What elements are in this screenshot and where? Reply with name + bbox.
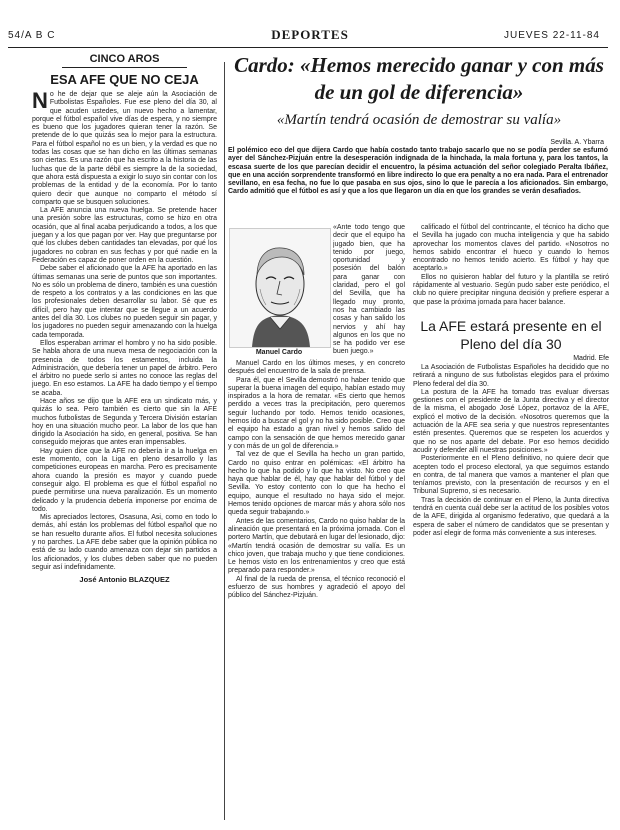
main-article-right-column	[413, 224, 609, 538]
main-headline: Cardo: «Hemos merecido ganar y con más de un gol de diferencia»	[234, 53, 604, 104]
main-lead: El polémico eco del que dijera Cardo que había costado tanto trabajo sacarlo que no se podía perder se esfumó ayer del Sánchez-Pizjuán entre la desesperación indignada de la hinchada, la mala fortuna y, para los tantos, la escasa suerte de los que parecían decidir el encuentro, la pésima actuación del señor colegiado Peralta Ibáñez, que en una acción sorprendente transformó en libre indirecto lo que era penalty a no era nada. Para el entrenador sevillano, en esa fecha, no fue lo que pasaba en sus ojos, sino lo que le parecía a los aficionados. Sin embargo, Cardo admitió que el fútbol es así y que a los que llegaron un día en que los grandes se verán desafiados.	[228, 147, 608, 196]
photo-caption: Manuel Cardo	[255, 349, 303, 356]
page-header	[0, 24, 620, 46]
left-body: No he de dejar que se aleje aún la Asociación de Futbolistas Españoles. Fue ese pleno del día 30, al que acuden ustedes, un nuevo hecho a lamentar, porque el fútbol español vive días de espera, y no siempre es bueno que los jugadores quieran tener la razón. Se pretende de lo que quizás sea lo mejor para la estructura. Para el fútbol español no es un bien, y la verdad es que no todas las cosas que se han dicho en las últimas semanas son ciertas. Es una razón que ha escrito a la historia de las luchas que de la parte débil es siempre la de la sociedad, que ahora está dispuesta a exigir lo suyo sin contar con los problemas de la entidad y de la economía. Por lo tanto quiero decir que aunque no comparto el método sí comparto que se busquen soluciones. La AFE anuncia una nueva huelga. Se pretende hacer una presión sobre las estructuras, como se hizo en otra ocasión, que al final acaba perjudicando a todos, a los que juegan y a los que pagan por ver. Hay que preguntarse por qué los clubes deben cantidades tan elevadas, por qué los jugadores no cobran en sus fechas y por qué nadie en la Federación es capaz de poner orden en la cuestión. Debe saber el aficionado que la AFE ha aportado en las últimas semanas una serie de puntos que son importantes. No es sólo un problema de dinero, también es una cuestión de respeto a los contratos y a las condiciones en las que los profesionales deben desarrollar su labor. Sé que es difícil, pero hay que intentar que se llegue a un acuerdo antes del día 30. Los clubes no pueden seguir sin pagar, y los jugadores no pueden seguir amenazando con la huelga cada temporada. Ellos esperaban arrimar el hombro y no ha sido posible. Se habla ahora de una nueva mesa de negociación con la presencia de todos los estamentos, incluida la Administración, que debería tener un papel de árbitro. Pero el árbitro no puede serlo si antes no conoce las reglas del juego. En eso estamos. La AFE ha dado tiempo y el tiempo se acaba. Hace años se dijo que la AFE era un sindicato más, y quizás lo sea. Pero también es cierto que sin la AFE muchos futbolistas de Segunda y Tercera División estarían hoy en una situación mucho peor. La labor de los que han dirigido la Asociación ha sido, en general, positiva. Se han conseguido mejoras que antes eran impensables. Hay quien dice que la AFE no debería ir a la huelga en este momento, con la Liga en pleno desarrollo y las competiciones europeas en marcha. Pero es precisamente ahora cuando la presión es mayor y cuando puede conseguir algo. El problema es que el fútbol español no puede permitirse una nueva paralización. Es un momento delicado y la prudencia debería imponerse por encima de todo. Mis apreciados lectores, Osasuna, Asi, como en todo lo demás, ahí están los problemas del fútbol español que no se han resuelto durante años. El futbol necesita soluciones y no parches. La AFE debe saber que la opinión pública no está de su lado cuando amenaza con dejar sin partidos a los aficionados, y los clubes deben saber que no pueden seguir así indefinidamente.	[32, 88, 217, 571]
left-kicker: CINCO AROS	[32, 53, 217, 68]
afe-subarticle-title: La AFE estará presente en el Pleno del día 30	[420, 317, 602, 352]
mid-body: Manuel Cardo en los últimos meses, y en concreto después del encuentro de la sala de prensa. Para él, que el Sevilla demostró no haber tenido que superar la buena imagen del equipo, habían estado muy inspirados a la hora de rematar. «Es cierto que hemos perdido a veces tras la precipitación, pero queremos seguir luchando por todo. Hemos tenido ocasiones, hemos ido a buscar el gol y no ha sido posible. Creo que el equipo ha estado a gran nivel y hemos salido del campo con la sensación de que hemos merecido ganar y con más de un gol de diferencia.» Tal vez de que el Sevilla ha hecho un gran partido, Cardo no quiso entrar en polémicas: «El árbitro ha hecho lo que ha podido y lo que ha visto. No creo que haya que hablar de él, hay que hablar del fútbol y del Sevilla. Yo estoy contento con lo que ha hecho el equipo, aunque el resultado no haya sido el mejor. Hemos tenido opciones de marcar más y ahora sólo nos queda seguir trabajando.» Antes de las comentarios, Cardo no quiso hablar de la alineación que presentará en la próxima jornada. Con el portero Martín, que debutará en lugar del lesionado, dijo: «Martín tendrá ocasión de demostrar su valía. Es un chico joven, que trabaja mucho y que tiene condiciones. Le hemos visto en los entrenamientos y creo que está preparado para responder.» Al final de la rueda de prensa, el técnico reconoció el esfuerzo de sus hombres y agradeció el apoyo del público del Sánchez-Pizjuán.	[228, 360, 405, 600]
left-title: ESA AFE QUE NO CEJA	[50, 72, 199, 87]
main-subheadline: «Martín tendrá ocasión de demostrar su valía»	[276, 112, 562, 128]
main-byline: Sevilla. A. Ybarra	[550, 139, 604, 146]
left-article	[32, 49, 217, 819]
main-article-middle-column	[228, 224, 405, 601]
left-signature: José Antonio BLAZQUEZ	[79, 575, 170, 585]
afe-subarticle-body: La Asociación de Futbolistas Españoles ha decidido que no retirará a ninguno de sus futbolistas elegidos para el próximo Pleno federal del día 30. La postura de la AFE ha tomado tras evaluar diversas gestiones con el presidente de la Junta directiva y el director de la misma, el abogado José López, portavoz de la AFE, explicó el motivo de la decisión. «Nosotros queremos que la actuación de la AFE sea seria y que nuestros representantes estén presentes. Queremos que se respeten los acuerdos y que no se nos aparte del debate. Por eso hemos decidido acudir y defender allí nuestras posiciones.» Posteriormente en el Pleno definitivo, no quiere decir que acepten todo el proceso electoral, ya que seguimos estando en contra, de tal manera que vamos a mantener el plan que teníamos previsto, con la presentación de recursos y en el Tribunal Supremo, si es necesario. Tras la decisión de continuar en el Pleno, la Junta directiva tendrá en cuenta cuál debe ser la actitud de los posibles votos de la AFE, dirigida al organismo federativo, que quedará a la espera de saber el número de candidatos que se presentan y poder así elegir de forma más conveniente a sus intereses.	[413, 363, 609, 537]
main-article-head	[228, 52, 610, 146]
right-body: calificado el fútbol del contrincante, el técnico ha dicho que el Sevilla ha jugado con mucha inteligencia y que ha sabido aprovechar los momentos claves del partido. «Nosotros no hemos sabido encontrar el hueco y cuando lo hemos encontrado no hemos tenido acierto. Es fútbol y hay que aceptarlo.» Ellos no quisieron hablar del futuro y la plantilla se retiró rápidamente al vestuario. Según pudo saber este periódico, el club no quiere precipitar ninguna decisión y prefiere esperar a que pase la próxima jornada para hacer balance.	[413, 224, 609, 306]
section-title: DEPORTES	[271, 27, 349, 42]
afe-subarticle-byline: Madrid. Efe	[573, 354, 609, 362]
mid-beside-photo: «Ante todo tengo que decir que el equipo ha jugado bien, que ha tenido por juego, oportunidad y posesión del balón para ganar con claridad, pero el gol del Sevilla, que ha llegado muy pronto, nos ha cambiado las cosas y han salido los nervios y ahí hay algunos en los que no se ha podido ver ese buen juego.»	[333, 224, 405, 356]
column-divider	[224, 62, 225, 820]
header-rule	[8, 47, 608, 48]
dropcap: N	[32, 88, 48, 113]
issue-date: JUEVES 22-11-84	[504, 30, 600, 41]
page-number: 54/A B C	[8, 30, 56, 41]
